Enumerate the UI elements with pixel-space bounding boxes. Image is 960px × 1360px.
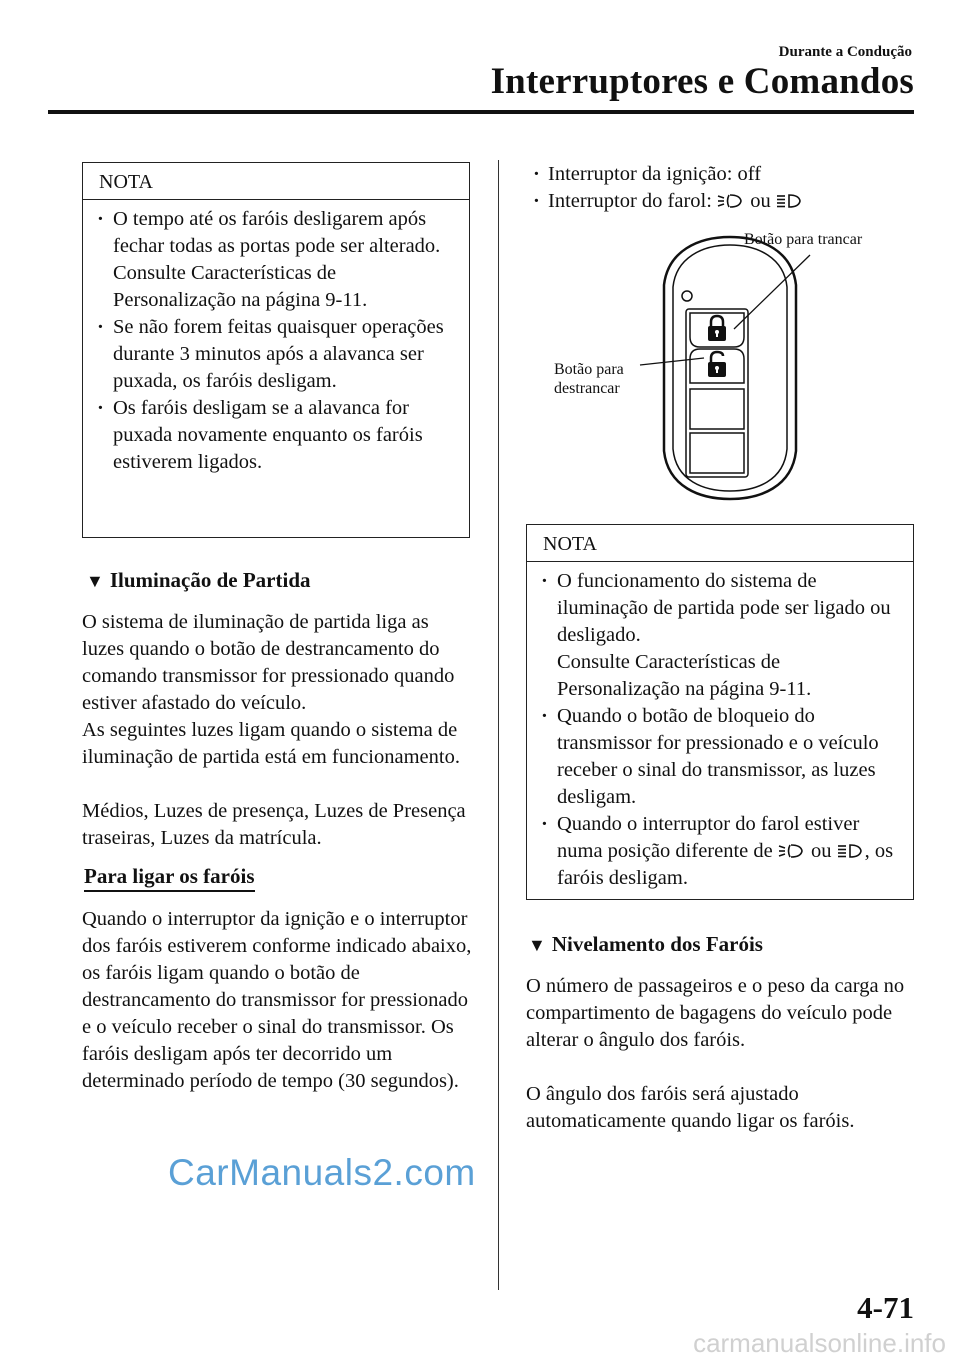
right-note-text: · O funcionamento do sistema de iluminação de partida pode ser ligado ou desligado. <box>557 570 891 646</box>
triangle-bullet-icon: ▼ <box>86 571 104 591</box>
condition-ignition <box>528 161 761 188</box>
left-section-heading <box>86 568 311 593</box>
headlight-on-icon <box>837 843 865 859</box>
right-note-list <box>527 562 913 900</box>
left-note-item <box>91 314 459 395</box>
watermark: CarManuals2.com <box>168 1152 476 1193</box>
right-note-item <box>535 568 903 703</box>
label-unlock-button-2: destrancar <box>554 380 620 397</box>
column-divider <box>498 160 499 1290</box>
right-note-item <box>535 703 903 811</box>
left-subheading: Para ligar os faróis <box>84 864 255 892</box>
extra-button <box>690 433 744 473</box>
condition-ignition-text: Interruptor da ignição: off <box>548 163 762 185</box>
label-lock-button: Botão para trancar <box>744 231 863 248</box>
right-note-text: Consulte Características de Personalização na página 9-11. <box>557 651 812 700</box>
left-note-text: · Se não forem feitas quaisquer operações durante 3 minutos após a alavanca ser puxada, os faróis desligam. <box>113 316 444 392</box>
left-note-text: Consulte Características de Personalização na página 9-11. <box>113 262 368 311</box>
headlight-low-beam-icon <box>778 843 806 859</box>
right-para-2: O ângulo dos faróis será ajustado automaticamente quando ligar os faróis. <box>526 1083 855 1132</box>
right-note-header <box>527 525 913 562</box>
left-note-box <box>82 162 470 538</box>
right-section-title: Nivelamento dos Faróis <box>551 932 763 956</box>
condition-headlight-text: Interruptor do farol: <box>548 190 712 212</box>
right-note-text: · Quando o botão de bloqueio do transmissor for pressionado e o veículo receber o sinal do transmissor, as luzes desligam. <box>557 705 879 808</box>
footer-site: carmanualsonline.info <box>693 1328 946 1358</box>
headlight-low-beam-icon <box>717 193 745 209</box>
right-note-title: NOTA <box>543 533 597 555</box>
left-note-text: · O tempo até os faróis desligarem após fechar todas as portas pode ser alterado. <box>113 208 441 257</box>
left-note-text: · Os faróis desligam se a alavanca for puxada novamente enquanto os faróis estiverem ligados. <box>113 397 423 473</box>
left-note-item <box>91 395 459 476</box>
header-title: Interruptores e Comandos <box>490 61 914 102</box>
page-number: 4-71 <box>857 1290 914 1325</box>
condition-headlight <box>528 188 804 215</box>
trunk-button <box>690 389 744 429</box>
left-note-list <box>83 200 469 484</box>
left-note-title: NOTA <box>99 171 153 193</box>
right-section-heading <box>528 932 763 957</box>
right-note-text: , os faróis desligam. <box>557 840 894 889</box>
left-para-2: As seguintes luzes ligam quando o sistema de iluminação de partida está em funcionamento. <box>82 719 460 768</box>
triangle-bullet-icon: ▼ <box>528 935 546 955</box>
left-para-3: Médios, Luzes de presença, Luzes de Presença traseiras, Luzes da matrícula. <box>82 800 466 849</box>
header-section: Durante a Condução <box>778 44 912 60</box>
right-note-box <box>526 524 914 900</box>
right-para-1: O número de passageiros e o peso da carga no compartimento de bagagens do veículo pode alterar o ângulo dos faróis. <box>526 975 905 1051</box>
header-rule <box>48 110 914 114</box>
label-unlock-button-1: Botão para <box>554 361 624 378</box>
headlight-on-icon <box>776 193 804 209</box>
condition-or: ou <box>750 190 771 212</box>
right-note-or: ou <box>810 840 832 862</box>
left-para-4: Quando o interruptor da ignição e o interruptor dos faróis estiverem conforme indicado abaixo, os faróis ligam quando o botão de destrancamento do transmissor for pressionado e o veículo receber o sinal do transmissor. Os faróis desligam após ter decorrido um determinado período de tempo (30 segundos). <box>82 908 472 1092</box>
right-note-text: Quando o interruptor do farol estiver numa posição diferente de <box>557 813 860 862</box>
left-note-item <box>91 206 459 314</box>
left-section-title: Iluminação de Partida <box>109 568 311 592</box>
left-para-1: O sistema de iluminação de partida liga as luzes quando o botão de destrancamento do comando transmissor for pressionado quando estiver afastado do veículo. <box>82 611 455 714</box>
left-note-header <box>83 163 469 200</box>
right-note-item <box>535 811 903 892</box>
